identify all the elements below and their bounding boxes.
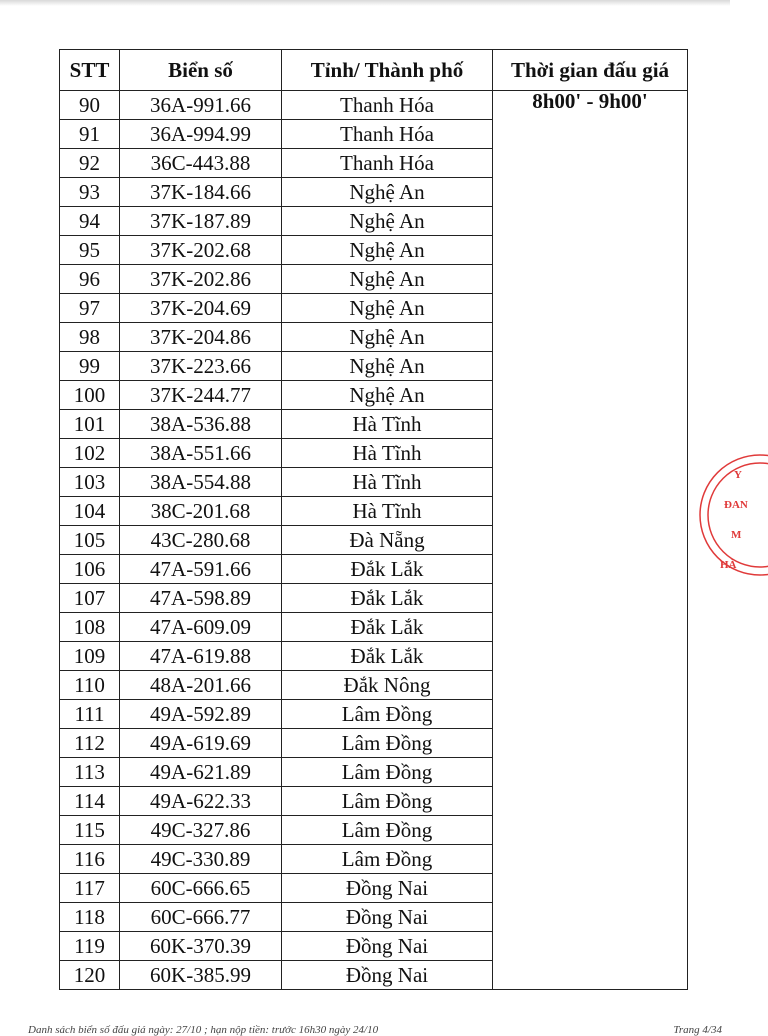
row-stt: 98 [60, 323, 120, 352]
row-plate: 49A-621.89 [120, 758, 282, 787]
row-stt: 101 [60, 410, 120, 439]
row-plate: 37K-187.89 [120, 207, 282, 236]
row-plate: 36A-991.66 [120, 91, 282, 120]
row-province: Hà Tĩnh [282, 410, 493, 439]
row-province: Nghệ An [282, 323, 493, 352]
row-province: Nghệ An [282, 294, 493, 323]
row-stt: 117 [60, 874, 120, 903]
row-province: Thanh Hóa [282, 120, 493, 149]
row-stt: 107 [60, 584, 120, 613]
row-province: Đắk Lắk [282, 642, 493, 671]
row-province: Đà Nẵng [282, 526, 493, 555]
stamp-letter: ĐAN [724, 499, 748, 511]
row-plate: 49A-619.69 [120, 729, 282, 758]
row-province: Lâm Đồng [282, 816, 493, 845]
header-auction-time: Thời gian đấu giá [493, 50, 688, 91]
row-stt: 97 [60, 294, 120, 323]
row-plate: 49A-622.33 [120, 787, 282, 816]
row-plate: 60C-666.65 [120, 874, 282, 903]
row-stt: 96 [60, 265, 120, 294]
row-province: Đồng Nai [282, 932, 493, 961]
row-plate: 38C-201.68 [120, 497, 282, 526]
page-top-edge [0, 0, 730, 6]
header-stt: STT [60, 50, 120, 91]
row-province: Đắk Lắk [282, 584, 493, 613]
row-province: Đồng Nai [282, 903, 493, 932]
row-stt: 112 [60, 729, 120, 758]
row-plate: 49C-330.89 [120, 845, 282, 874]
row-province: Nghệ An [282, 381, 493, 410]
row-province: Đồng Nai [282, 874, 493, 903]
row-stt: 93 [60, 178, 120, 207]
row-stt: 92 [60, 149, 120, 178]
row-plate: 49A-592.89 [120, 700, 282, 729]
row-province: Lâm Đồng [282, 787, 493, 816]
row-province: Lâm Đồng [282, 758, 493, 787]
row-stt: 94 [60, 207, 120, 236]
row-plate: 37K-244.77 [120, 381, 282, 410]
stamp-letter: HÀ [720, 559, 737, 571]
row-plate: 37K-184.66 [120, 178, 282, 207]
row-stt: 105 [60, 526, 120, 555]
row-stt: 100 [60, 381, 120, 410]
row-plate: 49C-327.86 [120, 816, 282, 845]
stamp-letter: Y [734, 469, 742, 481]
row-stt: 113 [60, 758, 120, 787]
row-plate: 37K-202.86 [120, 265, 282, 294]
row-plate: 37K-223.66 [120, 352, 282, 381]
row-stt: 118 [60, 903, 120, 932]
row-province: Nghệ An [282, 236, 493, 265]
auction-time-cell: 8h00' - 9h00' [493, 91, 688, 990]
row-plate: 47A-591.66 [120, 555, 282, 584]
row-province: Thanh Hóa [282, 149, 493, 178]
stamp-letter: M [731, 529, 742, 541]
row-province: Lâm Đồng [282, 700, 493, 729]
row-plate: 60K-370.39 [120, 932, 282, 961]
license-plate-table [59, 49, 688, 990]
row-plate: 37K-204.86 [120, 323, 282, 352]
row-province: Hà Tĩnh [282, 497, 493, 526]
row-stt: 109 [60, 642, 120, 671]
row-plate: 38A-554.88 [120, 468, 282, 497]
row-province: Đắk Lắk [282, 613, 493, 642]
page-number: Trang 4/34 [673, 1024, 722, 1036]
row-stt: 95 [60, 236, 120, 265]
row-stt: 106 [60, 555, 120, 584]
row-stt: 108 [60, 613, 120, 642]
row-stt: 91 [60, 120, 120, 149]
footer-note: Danh sách biển số đấu giá ngày: 27/10 ; hạn nộp tiền: trước 16h30 ngày 24/10 [28, 1024, 379, 1036]
row-plate: 60K-385.99 [120, 961, 282, 990]
row-plate: 36C-443.88 [120, 149, 282, 178]
row-province: Hà Tĩnh [282, 468, 493, 497]
row-stt: 120 [60, 961, 120, 990]
row-stt: 99 [60, 352, 120, 381]
row-province: Thanh Hóa [282, 91, 493, 120]
row-plate: 48A-201.66 [120, 671, 282, 700]
row-province: Nghệ An [282, 207, 493, 236]
table-header-row [60, 50, 688, 91]
table-row [60, 91, 688, 120]
row-stt: 115 [60, 816, 120, 845]
row-plate: 37K-204.69 [120, 294, 282, 323]
row-province: Đắk Lắk [282, 555, 493, 584]
row-plate: 47A-609.09 [120, 613, 282, 642]
row-plate: 47A-598.89 [120, 584, 282, 613]
row-province: Nghệ An [282, 178, 493, 207]
row-plate: 60C-666.77 [120, 903, 282, 932]
row-plate: 38A-551.66 [120, 439, 282, 468]
row-stt: 104 [60, 497, 120, 526]
row-stt: 116 [60, 845, 120, 874]
row-stt: 111 [60, 700, 120, 729]
row-province: Nghệ An [282, 352, 493, 381]
row-province: Lâm Đồng [282, 845, 493, 874]
row-province: Hà Tĩnh [282, 439, 493, 468]
row-plate: 43C-280.68 [120, 526, 282, 555]
row-stt: 90 [60, 91, 120, 120]
row-province: Nghệ An [282, 265, 493, 294]
row-plate: 36A-994.99 [120, 120, 282, 149]
row-province: Đắk Nông [282, 671, 493, 700]
header-plate: Biển số [120, 50, 282, 91]
row-stt: 110 [60, 671, 120, 700]
header-province: Tỉnh/ Thành phố [282, 50, 493, 91]
row-plate: 47A-619.88 [120, 642, 282, 671]
row-stt: 102 [60, 439, 120, 468]
row-province: Đồng Nai [282, 961, 493, 990]
row-stt: 114 [60, 787, 120, 816]
row-plate: 38A-536.88 [120, 410, 282, 439]
red-seal-stamp [698, 440, 768, 590]
row-province: Lâm Đồng [282, 729, 493, 758]
row-plate: 37K-202.68 [120, 236, 282, 265]
row-stt: 119 [60, 932, 120, 961]
row-stt: 103 [60, 468, 120, 497]
